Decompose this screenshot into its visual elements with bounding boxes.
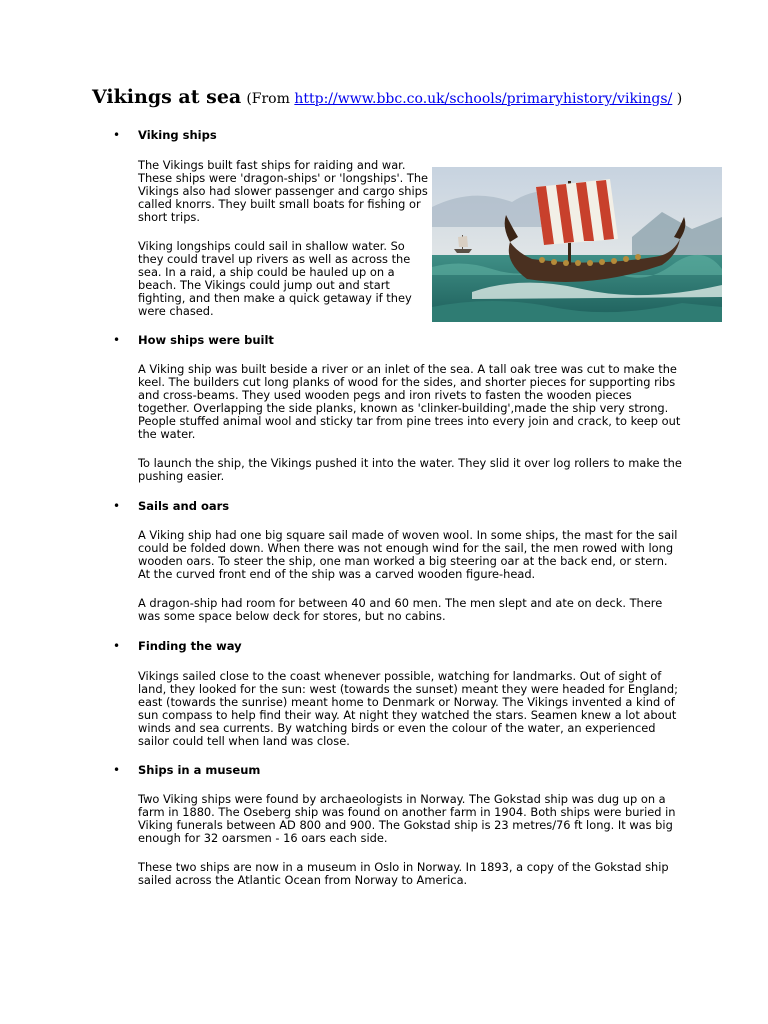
bullet-icon: • xyxy=(113,333,121,347)
section-heading-how-ships-were-built: How ships were built xyxy=(138,333,274,347)
bullet-icon: • xyxy=(113,763,121,777)
source-link[interactable]: http://www.bbc.co.uk/schools/primaryhistory/vikings/ xyxy=(294,91,673,107)
paragraph: These two ships are now in a museum in Oslo in Norway. In 1893, a copy of the Gokstad ship sailed across the Atlantic Ocean from Norway to America. xyxy=(138,860,669,887)
title-from: (From xyxy=(246,91,295,107)
section-heading-ships-in-a-museum: Ships in a museum xyxy=(138,763,261,777)
bullet-icon: • xyxy=(113,128,121,142)
title-text: Vikings at sea xyxy=(92,86,242,108)
paragraph: A Viking ship was built beside a river or an inlet of the sea. A tall oak tree was cut to make the keel. The builders cut long planks of wood for the sides, and shorter pieces for supporting ribs and cross-beams. They used wooden pegs and iron rivets to fasten the wooden pieces together. Overlapping the side planks, known as 'clinker-building',made the ship very strong. People stuffed animal wool and sticky tar from pine trees into every join and crack, to keep out the water. xyxy=(138,362,681,441)
paragraph: To launch the ship, the Vikings pushed it into the water. They slid it over log rollers to make the pushing easier. xyxy=(138,456,682,483)
document-title xyxy=(92,86,682,108)
section-heading-finding-the-way: Finding the way xyxy=(138,639,242,653)
paragraph: A dragon-ship had room for between 40 and 60 men. The men slept and ate on deck. There was some space below deck for stores, but no cabins. xyxy=(138,596,663,623)
bullet-icon: • xyxy=(113,499,121,513)
paragraph: Vikings sailed close to the coast whenever possible, watching for landmarks. Out of sight of land, they looked for the sun: west (towards the sunset) meant they were headed for England; east (towards the sunrise) meant home to Denmark or Norway. The Vikings invented a kind of sun compass to help find their way. At night they watched the stars. Seamen knew a lot about winds and sea currents. By watching birds or even the colour of the water, an experienced sailor could tell when land was close. xyxy=(138,669,678,748)
paragraph: A Viking ship had one big square sail made of woven wool. In some ships, the mast for the sail could be folded down. When there was not enough wind for the sail, the men rowed with long wooden oars. To steer the ship, one man worked a big steering oar at the back end, or stern. At the curved front end of the ship was a carved wooden figure-head. xyxy=(138,528,678,581)
paragraph: Viking longships could sail in shallow water. So they could travel up rivers as well as across the sea. In a raid, a ship could be hauled up on a beach. The Vikings could jump out and start fighting, and then make a quick getaway if they were chased. xyxy=(138,239,412,318)
section-heading-sails-and-oars: Sails and oars xyxy=(138,499,230,513)
bullet-icon: • xyxy=(113,639,121,653)
paragraph: The Vikings built fast ships for raiding and war. These ships were 'dragon-ships' or 'longships'. The Vikings also had slower passenger and cargo ships called knorrs. They built small boats for fishing or short trips. xyxy=(138,158,429,224)
section-heading-viking-ships: Viking ships xyxy=(138,128,217,142)
viking-ship-image xyxy=(432,167,722,322)
title-close: ) xyxy=(672,91,683,107)
paragraph: Two Viking ships were found by archaeologists in Norway. The Gokstad ship was dug up on a farm in 1880. The Oseberg ship was found on another farm in 1904. Both ships were buried in Viking funerals between AD 800 and 900. The Gokstad ship is 23 metres/76 ft long. It was big enough for 32 oarsmen - 16 oars each side. xyxy=(138,792,676,845)
